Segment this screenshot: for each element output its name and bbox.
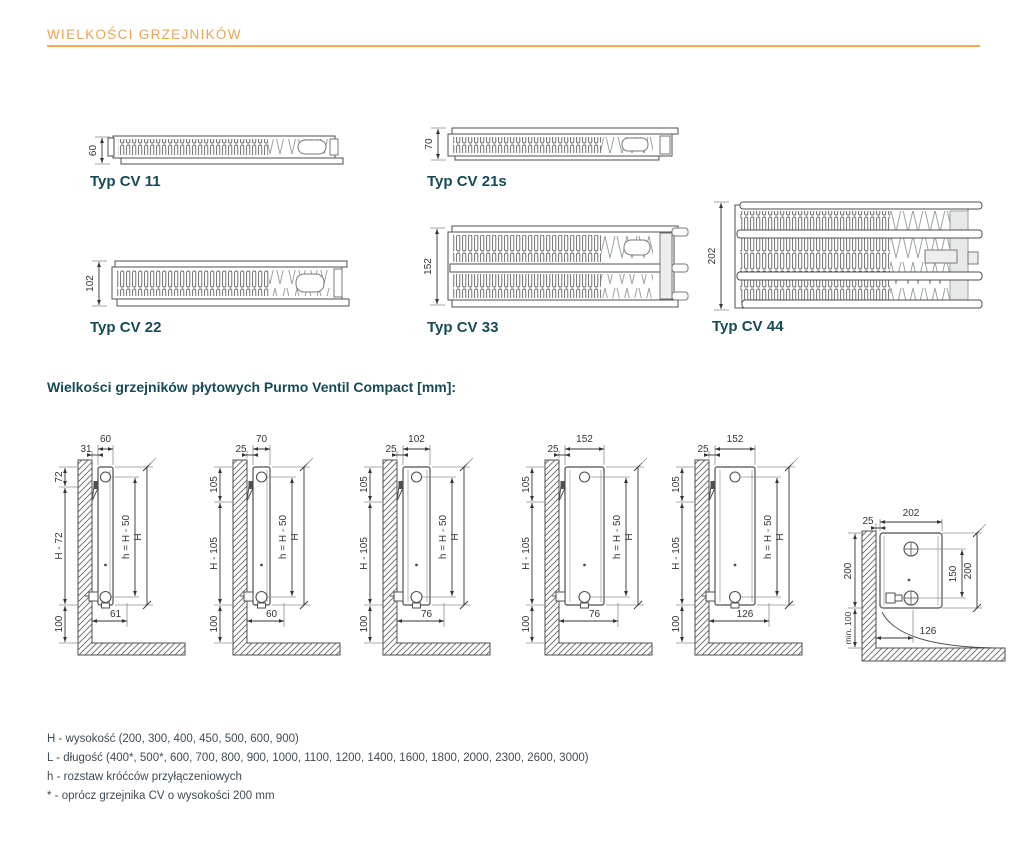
dimension-label: 76 [420,609,433,620]
dimension-label: h = H - 50 [278,514,289,560]
valve-connection [730,592,741,603]
dimension-label: 25 [697,444,709,455]
dimension-label: 152 [423,258,434,275]
dimension-label: 200 [843,562,854,580]
dimension-label: 25 [862,516,874,527]
page-title: WIELKOŚCI GRZEJNIKÓW [47,27,242,42]
dimension-label: 105 [671,476,682,493]
corner-view-drawing [843,508,1005,661]
dimension-label: 100 [54,615,65,633]
valve [244,592,253,601]
dimension-label: H [775,533,786,541]
side-view-drawing-1 [54,434,185,655]
dimension-label: 70 [424,138,435,150]
top-view-cv21s [424,128,678,160]
dimension-label: 61 [109,609,122,620]
dimension-label: 25 [235,444,247,455]
air-vent [412,472,422,482]
valve-foot [581,603,589,608]
dimension-label: 100 [359,615,370,633]
air-vent [580,472,590,482]
valve-foot [731,603,739,608]
radiator-body [253,467,270,605]
section-heading: Wielkości grzejników płytowych Purmo Ventil Compact [mm]: [47,379,457,395]
dimension-label: 100 [671,615,682,633]
dimension-label: 126 [919,626,937,637]
air-vent [101,472,111,482]
dimension-label: 200 [963,562,974,580]
valve [886,593,895,603]
legend [47,730,589,806]
dimension-label: 102 [408,434,425,445]
dimension-label: 76 [588,609,601,620]
top-view-cv22 [85,261,349,306]
dimension-label: min. 100 [843,611,853,645]
dimension-label: 72 [54,471,65,483]
valve-connection [256,592,267,603]
legend-line-height: H - wysokość (200, 300, 400, 450, 500, 600, 900) [47,733,299,745]
valve-foot [258,603,266,608]
valve [394,592,403,601]
dimension-label: 105 [521,476,532,493]
dimension-label: h = H - 50 [763,514,774,560]
radiator-type-label-cv22: Typ CV 22 [90,319,162,336]
dimension-label: h = H - 50 [612,514,623,560]
dimension-label: H [450,533,461,541]
radiator-type-label-cv11: Typ CV 11 [90,173,161,190]
valve-connection [411,592,422,603]
dimension-label: 126 [736,609,754,620]
dimension-label: 60 [88,144,99,157]
side-view-drawing-4 [521,434,652,655]
dimension-label: 100 [209,615,220,633]
header-rule [47,45,980,47]
dimension-label: 152 [726,434,744,445]
radiator-body [565,467,604,605]
radiator-type-label-cv21s: Typ CV 21s [427,173,507,190]
valve [556,592,565,601]
valve-connection [100,592,111,603]
legend-line-spacing: h - rozstaw króćców przyłączeniowych [47,771,242,783]
radiator-body [715,467,755,605]
air-vent [730,472,740,482]
top-view-cv11 [88,136,343,164]
legend-line-length: L - długość (400*, 500*, 600, 700, 800, 900, 1000, 1100, 1200, 1400, 1600, 1800, 2000, 2300, 2600, 3000) [47,752,589,764]
dimension-label: H [290,533,301,541]
dimension-label: 152 [576,434,593,445]
dimension-label: H [624,533,635,541]
valve [89,592,98,601]
dimension-label: 60 [99,434,112,445]
top-view-cv44 [707,202,982,310]
valve [706,592,715,601]
dimension-label: 100 [521,615,532,633]
radiator-body [403,467,430,605]
dimension-label: H - 105 [671,537,682,570]
valve-foot [413,603,421,608]
dimension-label: 60 [265,609,278,620]
valve-connection [579,592,590,603]
top-view-cv33 [423,226,688,307]
dimension-label: 70 [255,434,268,445]
side-view-drawing-3 [359,434,490,655]
dimension-label: 150 [948,565,959,583]
dimension-label: 102 [85,275,96,292]
dimension-label: 202 [707,247,718,265]
dimension-label: H - 105 [359,537,370,570]
dimension-label: 105 [359,476,370,493]
dimension-label: h = H - 50 [438,514,449,560]
dimension-label: H [133,533,144,541]
dimension-label: 105 [209,476,220,493]
dimension-label: H - 72 [54,532,65,560]
radiator-body [98,467,113,605]
legend-line-note: * - oprócz grzejnika CV o wysokości 200 mm [47,790,275,802]
air-vent [257,472,267,482]
radiator-type-label-cv33: Typ CV 33 [427,319,499,336]
dimension-label: 202 [902,508,920,519]
side-view-drawing-2 [209,434,340,655]
dimension-label: h = H - 50 [121,514,132,560]
dimension-label: H - 105 [209,537,220,570]
dimension-label: H - 105 [521,537,532,570]
radiator-type-label-cv44: Typ CV 44 [712,318,784,335]
dimension-label: 25 [385,444,397,455]
clearance-curve [882,612,1003,648]
dimension-label: 31 [80,444,92,455]
dimension-label: 25 [547,444,559,455]
side-view-drawing-5 [671,434,802,655]
valve-foot [102,603,110,608]
